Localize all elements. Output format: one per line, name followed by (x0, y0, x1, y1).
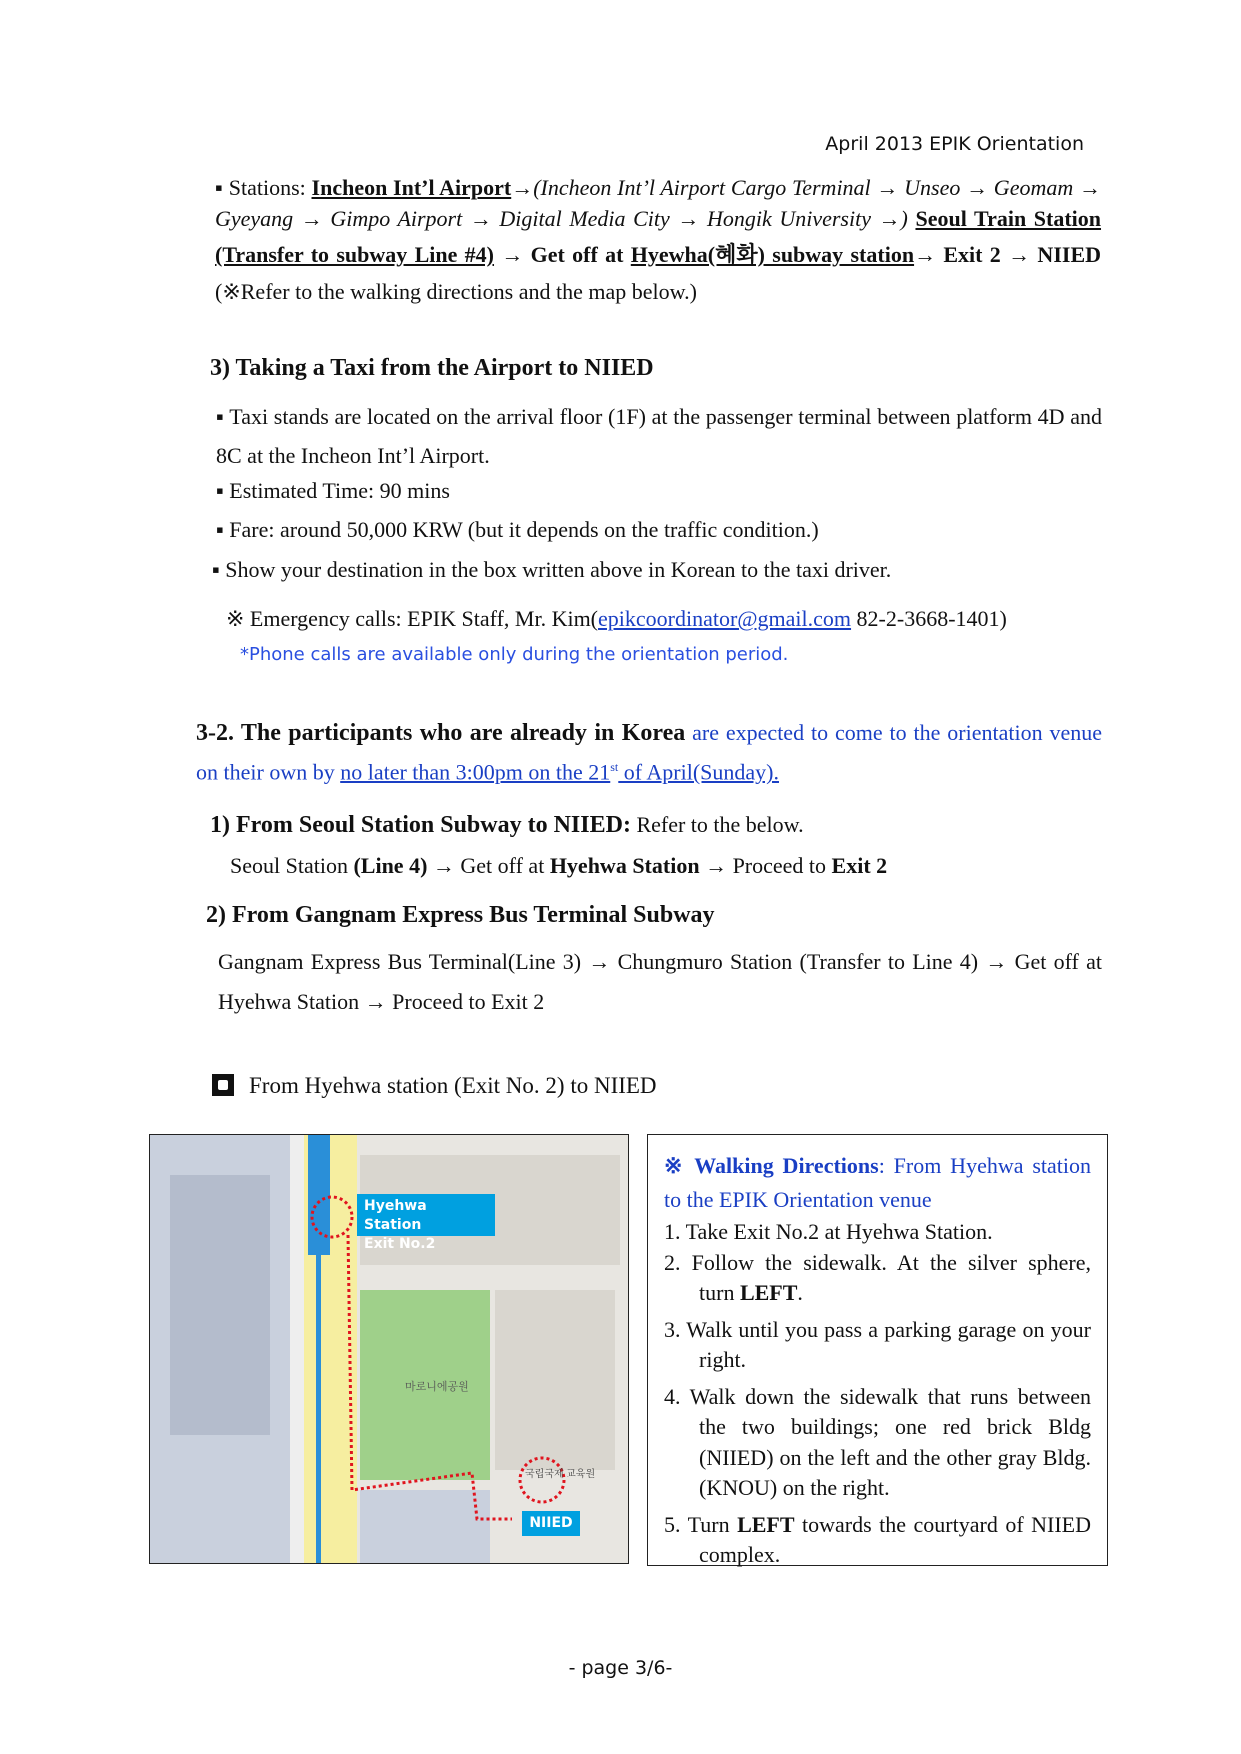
taxi-item (216, 397, 1102, 475)
step-emphasis: LEFT (737, 1511, 795, 1537)
step-text: 5. Turn (664, 1511, 738, 1537)
exit-label-line: Exit No.2 (364, 1236, 436, 1252)
station-route: →(Incheon Int’l Airport Cargo Terminal → Unseo → Geomam → Gyeyang → Gimpo Airport → Digital Media City → Hongik University →) (215, 175, 1101, 231)
deadline-date: of April(Sunday). (618, 759, 779, 785)
get-off-text: → Get off at (494, 242, 631, 267)
step-text: 2. Follow the sidewalk. At the silver sphere, turn (664, 1249, 1091, 1305)
gangnam-route: Gangnam Express Bus Terminal(Line 3) → Chungmuro Station (Transfer to Line 4) → Get off at Hyehwa Station → Proceed to Exit 2 (218, 949, 1102, 1014)
direction-step: 2. Follow the sidewalk. At the silver sphere, turn LEFT. (664, 1249, 1091, 1305)
stations-label: Stations: (228, 175, 306, 200)
taxi-title: 3) Taking a Taxi from the Airport to NIIED (210, 355, 654, 381)
note-text: (※Refer to the walking directions and the map below.) (215, 279, 697, 304)
station-start: Incheon Int’l Airport (311, 175, 512, 200)
route-part: Seoul Station (230, 853, 354, 878)
section-number: 3-2. (196, 720, 234, 746)
page-header: April 2013 EPIK Orientation (825, 133, 1084, 155)
emergency-text: ※ Emergency calls: EPIK Staff, Mr. Kim( (226, 606, 599, 631)
section-title: From Hyehwa station (Exit No. 2) to NIIED (249, 1073, 657, 1098)
seoul-route (230, 853, 887, 879)
subsection-1 (210, 812, 804, 839)
step-text: towards the courtyard of NIIED complex. (699, 1511, 1092, 1567)
subsection-1-title: 1) From Seoul Station Subway to NIIED: (210, 812, 631, 838)
email-link[interactable]: epikcoordinator@gmail.com (598, 606, 852, 631)
subsection-1-tail: Refer to the below. (630, 812, 804, 837)
reference-mark: ※ (664, 1153, 695, 1178)
korea-paragraph (196, 716, 1102, 789)
page-footer: - page 3/6- (568, 1657, 673, 1679)
taxi-item: ▪ Estimated Time: 90 mins (216, 478, 450, 503)
route-part: Hyehwa Station (549, 853, 700, 878)
niied-label: NIIED (522, 1511, 580, 1536)
subsection-2-title: 2) From Gangnam Express Bus Terminal Subway (206, 902, 715, 928)
hyewha-station: Hyewha(혜화) subway station (630, 242, 915, 267)
exit-text: → Exit 2 → NIIED (914, 242, 1102, 267)
direction-step (664, 1510, 1091, 1571)
exit-label-line: Hyehwa Station (364, 1198, 427, 1233)
deadline: no later than 3:00pm on the 21 (340, 759, 611, 785)
directions-heading: Walking Directions (694, 1153, 879, 1178)
korea-heading: The participants who are already in Korea (240, 720, 686, 746)
exit-label (357, 1194, 495, 1252)
step-emphasis: LEFT (739, 1280, 798, 1305)
park-label: 마로니에공원 (405, 1381, 469, 1393)
phone-number: 82-2-3668-1401) (851, 606, 1007, 631)
phone-note: *Phone calls are available only during the orientation period. (240, 644, 789, 665)
direction-step: 4. Walk down the sidewalk that runs between the two buildings; one red brick Bldg (NIIED) on the left and the other gray Bldg.(KNOU) on the right. (664, 1383, 1091, 1500)
taxi-item-text: ▪ Taxi stands are located on the arrival floor (1F) at the passenger terminal between platform 4D and 8C at the Incheon Int’l Airport. (216, 404, 1102, 468)
deadline-sup: st (610, 760, 619, 774)
emergency-line (226, 606, 1007, 632)
route-part: Exit 2 (831, 853, 888, 878)
taxi-item: ▪ Show your destination in the box written above in Korean to the taxi driver. (212, 557, 892, 582)
route-part: → Get off at (427, 853, 550, 878)
walking-directions-box (647, 1134, 1108, 1566)
bullet: ▪ (215, 175, 224, 200)
niied-korean-label: 국립국제 교육원 (525, 1469, 596, 1480)
square-bullet-icon (212, 1074, 234, 1096)
directions-subtitle: : From Hyehwa station to the EPIK Orientation venue (664, 1153, 1091, 1212)
route-part: → Proceed to (699, 853, 832, 878)
direction-step: 3. Walk until you pass a parking garage on your right. (664, 1316, 1091, 1372)
direction-step: 1. Take Exit No.2 at Hyehwa Station. (664, 1219, 993, 1244)
stations-paragraph (215, 172, 1101, 307)
route-part: (Line 4) (353, 853, 428, 878)
station-transfer: Seoul Train Station (Transfer to subway Line #4) (215, 206, 1102, 267)
map-image (149, 1134, 629, 1564)
directions-title (664, 1149, 1091, 1217)
taxi-item: ▪ Fare: around 50,000 KRW (but it depends on the traffic condition.) (216, 517, 819, 542)
korea-text: are expected to come to the orientation venue on their own by (196, 720, 1103, 785)
